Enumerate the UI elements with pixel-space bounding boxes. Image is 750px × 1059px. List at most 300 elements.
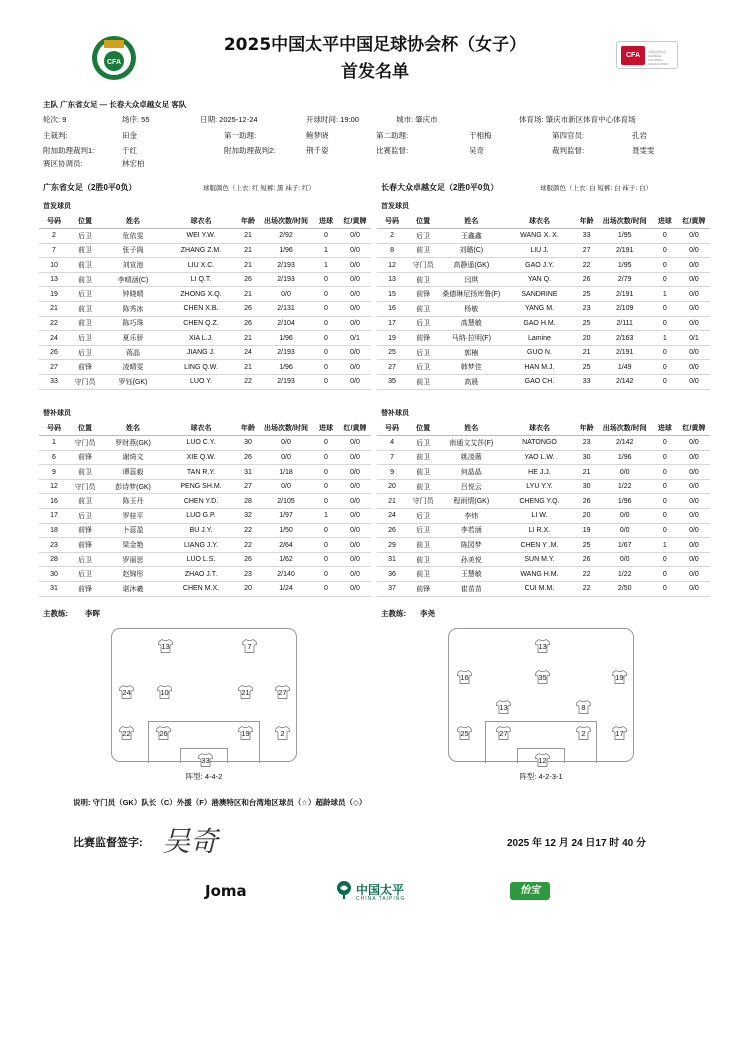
cell-shirt-name: CHEN Y.D.	[165, 494, 237, 509]
home-starter-row	[39, 360, 371, 375]
away-sub-row	[377, 450, 710, 465]
cell-name: 夏乐骄	[101, 331, 165, 346]
cell-shirt-name: ZHAO J.T.	[165, 567, 237, 582]
aar1-label: 附加助理裁判1:	[43, 146, 95, 155]
cell-appearances: 2/131	[259, 302, 313, 317]
home-sub-row	[39, 582, 371, 597]
cell-number: 10	[39, 258, 69, 273]
jersey-number: 8	[581, 703, 586, 712]
cell-age: 23	[576, 436, 598, 451]
cell-appearances: 1/24	[259, 582, 313, 597]
cell-goals: 1	[652, 287, 678, 302]
away-starter-row	[377, 243, 710, 258]
cell-goals: 0	[313, 316, 339, 331]
home-team-name: 广东省女足（2胜0平0负）	[43, 183, 137, 192]
cell-goals: 0	[652, 360, 678, 375]
cell-shirt-name: NATONGO	[503, 436, 575, 451]
home-coach-label: 主教练:	[43, 609, 68, 618]
cell-position: 守门员	[407, 494, 439, 509]
cell-name: 李炜	[439, 509, 503, 524]
cell-cards: 0/1	[678, 331, 710, 346]
cell-shirt-name: CHENG Y.Q.	[503, 494, 575, 509]
ref-assessor-label: 裁判监督:	[552, 146, 585, 155]
jersey-number: 19	[241, 729, 250, 738]
cell-name: 蒋晶	[101, 345, 165, 360]
cell-shirt-name: HAN M.J.	[503, 360, 575, 375]
away-sub-row	[377, 479, 710, 494]
cell-cards: 0/0	[678, 509, 710, 524]
cell-age: 21	[237, 258, 259, 273]
cell-number: 26	[377, 523, 407, 538]
signature-date: 2025 年 12 月 24 日17 时 40 分	[507, 838, 646, 849]
cell-position: 前卫	[407, 567, 439, 582]
cell-age: 27	[576, 243, 598, 258]
away-starters-table	[377, 214, 710, 390]
cell-position: 前卫	[407, 243, 439, 258]
cell-name: 梁金艳	[101, 538, 165, 553]
col-header-position: 位置	[69, 214, 101, 229]
joma-logo: Joma	[205, 882, 247, 900]
cell-number: 24	[377, 509, 407, 524]
ar2: 于相梅	[469, 131, 492, 140]
cell-name: 王慧敏	[439, 567, 503, 582]
cell-position: 前卫	[69, 316, 101, 331]
away-starter-row	[377, 258, 710, 273]
cell-goals: 0	[652, 552, 678, 567]
jersey-number: 10	[160, 688, 169, 697]
cell-goals: 0	[313, 494, 339, 509]
cell-appearances: 2/142	[598, 436, 652, 451]
col-header-cards: 红/黄牌	[678, 421, 710, 436]
jersey-icon	[198, 753, 213, 767]
cell-age: 22	[237, 538, 259, 553]
cell-name: 陈园梦	[439, 538, 503, 553]
cell-name: 王鑫鑫	[439, 229, 503, 244]
cell-number: 13	[39, 272, 69, 287]
cell-number: 7	[39, 243, 69, 258]
cell-goals: 0	[652, 567, 678, 582]
cell-shirt-name: LYU Y.Y.	[503, 479, 575, 494]
home-coach: 李晖	[85, 609, 100, 618]
cell-goals: 1	[652, 331, 678, 346]
cell-goals: 0	[652, 229, 678, 244]
away-starter-row	[377, 229, 710, 244]
jersey-number: 2	[581, 729, 586, 738]
cell-goals: 0	[652, 302, 678, 317]
cell-number: 6	[39, 450, 69, 465]
cell-name: 刘宣池	[101, 258, 165, 273]
cell-appearances: 2/191	[598, 345, 652, 360]
stadium: 体育场: 肇庆市新区体育中心体育场	[519, 115, 636, 124]
col-header-appearances: 出场次数/时间	[259, 214, 313, 229]
cell-name: 罗桂平	[101, 509, 165, 524]
cell-name: 陈秀冰	[101, 302, 165, 317]
cell-age: 22	[237, 523, 259, 538]
cell-number: 8	[377, 243, 407, 258]
col-header-age: 年龄	[576, 214, 598, 229]
jersey-number: 24	[122, 688, 131, 697]
cell-age: 25	[576, 316, 598, 331]
cell-shirt-name: LUO Y.	[165, 375, 237, 390]
cell-goals: 0	[652, 523, 678, 538]
cell-position: 后卫	[69, 552, 101, 567]
jersey-number: 19	[615, 673, 624, 682]
cell-appearances: 2/142	[598, 375, 652, 390]
cell-number: 17	[377, 316, 407, 331]
cell-goals: 0	[313, 302, 339, 317]
cell-shirt-name: LING Q.W.	[165, 360, 237, 375]
away-starter-row	[377, 331, 710, 346]
cell-number: 26	[39, 345, 69, 360]
coordinator: 林宏柏	[122, 159, 145, 168]
cell-goals: 0	[652, 375, 678, 390]
cell-goals: 0	[652, 258, 678, 273]
cell-number: 12	[39, 479, 69, 494]
cell-cards: 0/0	[339, 272, 371, 287]
cell-position: 前卫	[407, 538, 439, 553]
cell-cards: 0/0	[339, 302, 371, 317]
cell-age: 23	[576, 302, 598, 317]
cell-position: 前卫	[407, 552, 439, 567]
cell-appearances: 2/79	[598, 272, 652, 287]
cell-shirt-name: GAO J.Y.	[503, 258, 575, 273]
cell-cards: 0/0	[339, 243, 371, 258]
cell-appearances: 2/104	[259, 316, 313, 331]
cell-position: 后卫	[69, 567, 101, 582]
commissioner-label: 比赛监督:	[376, 146, 409, 155]
away-team-colors: 球服颜色（上衣: 白 短裤: 白 袜子: 白）	[540, 185, 652, 192]
cell-appearances: 1/95	[598, 229, 652, 244]
legend: 说明: 守门员（GK）队长（C）外援（F）港澳特区和台湾地区球员（☆）超龄球员（◇）	[73, 798, 367, 807]
cell-cards: 0/0	[339, 345, 371, 360]
home-starter-row	[39, 316, 371, 331]
cell-position: 前卫	[69, 258, 101, 273]
cell-shirt-name: LUO C.Y.	[165, 436, 237, 451]
cell-position: 后卫	[407, 523, 439, 538]
cell-name: 罗钰(GK)	[101, 375, 165, 390]
cell-age: 22	[237, 375, 259, 390]
away-sub-row	[377, 465, 710, 480]
col-header-position: 位置	[407, 214, 439, 229]
cell-age: 33	[576, 229, 598, 244]
cell-cards: 0/0	[678, 567, 710, 582]
cell-shirt-name: CHEN Y .M.	[503, 538, 575, 553]
jersey-icon	[156, 726, 171, 740]
commissioner: 吴奇	[469, 146, 484, 155]
cell-name: 南通文艾莎(F)	[439, 436, 503, 451]
jersey-number: 7	[247, 642, 252, 651]
col-header-age: 年龄	[576, 421, 598, 436]
col-header-name: 姓名	[101, 421, 165, 436]
away-sub-row	[377, 567, 710, 582]
away-starters-title: 首发球员	[381, 203, 409, 210]
cell-goals: 0	[313, 552, 339, 567]
cell-goals: 0	[313, 345, 339, 360]
cell-appearances: 2/191	[598, 287, 652, 302]
cell-age: 26	[576, 494, 598, 509]
cell-age: 26	[576, 272, 598, 287]
referee: 田金	[122, 131, 137, 140]
table-header-row	[39, 421, 371, 436]
away-team-name: 长春大众卓越女足（2胜0平0负）	[381, 183, 499, 192]
cell-position: 后卫	[407, 509, 439, 524]
cell-appearances: 1/95	[598, 258, 652, 273]
cell-number: 31	[377, 552, 407, 567]
away-starter-row	[377, 316, 710, 331]
home-sub-row	[39, 552, 371, 567]
cell-position: 前锋	[407, 331, 439, 346]
cell-name: 刘璐(C)	[439, 243, 503, 258]
cell-appearances: 0/0	[259, 479, 313, 494]
away-sub-row	[377, 494, 710, 509]
cell-appearances: 1/49	[598, 360, 652, 375]
china-taiping-en: CHINA TAIPING	[356, 896, 406, 902]
cell-position: 前卫	[69, 302, 101, 317]
cell-age: 21	[237, 229, 259, 244]
cell-number: 4	[377, 436, 407, 451]
cell-age: 21	[237, 287, 259, 302]
home-subs-title: 替补球员	[43, 410, 71, 417]
cell-shirt-name: LUO L.S.	[165, 552, 237, 567]
cfa-badge-logo	[616, 41, 678, 69]
cell-number: 19	[377, 331, 407, 346]
col-header-goals: 进球	[313, 214, 339, 229]
cell-name: 韩梦佳	[439, 360, 503, 375]
cell-shirt-name: GUO N.	[503, 345, 575, 360]
cell-name: 陈巧珠	[101, 316, 165, 331]
match-date: 日期: 2025-12-24	[200, 115, 258, 124]
cell-position: 守门员	[69, 479, 101, 494]
cell-appearances: 2/111	[598, 316, 652, 331]
cell-name: 姚凌薇	[439, 450, 503, 465]
cell-appearances: 2/109	[598, 302, 652, 317]
cell-number: 16	[39, 494, 69, 509]
cell-name: 郭楠	[439, 345, 503, 360]
cell-shirt-name: SANDRINE	[503, 287, 575, 302]
jersey-icon	[496, 700, 511, 714]
cell-cards: 0/0	[339, 360, 371, 375]
cell-cards: 0/0	[339, 552, 371, 567]
away-starter-row	[377, 302, 710, 317]
cell-goals: 0	[313, 567, 339, 582]
cell-goals: 0	[652, 243, 678, 258]
cell-position: 后卫	[407, 436, 439, 451]
cell-age: 20	[576, 509, 598, 524]
cell-cards: 0/0	[678, 582, 710, 597]
cell-name: 马纳·拉明(F)	[439, 331, 503, 346]
cell-number: 27	[377, 360, 407, 375]
cell-age: 26	[237, 272, 259, 287]
jersey-number: 13	[161, 642, 170, 651]
jersey-icon	[157, 685, 172, 699]
cell-age: 30	[576, 450, 598, 465]
cell-number: 12	[377, 258, 407, 273]
cell-cards: 0/0	[678, 302, 710, 317]
cell-age: 20	[237, 582, 259, 597]
ref-assessor: 聂雯雯	[632, 146, 655, 155]
cell-number: 21	[39, 302, 69, 317]
cell-position: 前锋	[69, 450, 101, 465]
cell-number: 30	[39, 567, 69, 582]
cell-cards: 0/0	[339, 450, 371, 465]
cell-number: 20	[377, 479, 407, 494]
signature-label: 比赛监督签字:	[73, 837, 143, 849]
cell-cards: 0/0	[678, 479, 710, 494]
cell-number: 31	[39, 582, 69, 597]
cell-position: 前卫	[69, 272, 101, 287]
cell-shirt-name: LIU J.	[503, 243, 575, 258]
jersey-icon	[119, 685, 134, 699]
ar1-label: 第一助理:	[224, 131, 257, 140]
cell-appearances: 1/96	[598, 450, 652, 465]
cell-position: 前卫	[69, 243, 101, 258]
cell-cards: 0/0	[339, 567, 371, 582]
col-header-cards: 红/黄牌	[678, 214, 710, 229]
cell-cards: 0/0	[339, 479, 371, 494]
cell-number: 9	[39, 465, 69, 480]
away-subs-table	[377, 421, 710, 597]
cell-number: 2	[377, 229, 407, 244]
cell-position: 前卫	[407, 272, 439, 287]
cell-name: 罗丽思	[101, 552, 165, 567]
jersey-icon	[576, 700, 591, 714]
cell-shirt-name: SUN M.Y.	[503, 552, 575, 567]
cell-number: 28	[39, 552, 69, 567]
col-header-name: 姓名	[101, 214, 165, 229]
cell-name: 桑德琳尼扬库鲁(F)	[439, 287, 503, 302]
cell-position: 前锋	[69, 582, 101, 597]
jersey-icon	[612, 726, 627, 740]
cell-goals: 0	[652, 316, 678, 331]
cell-age: 26	[237, 552, 259, 567]
cfa-badge-text: CFA	[621, 46, 645, 65]
cell-goals: 0	[652, 582, 678, 597]
cell-name: 高晨	[439, 375, 503, 390]
cell-position: 守门员	[407, 258, 439, 273]
col-header-shirt-name: 球衣名	[503, 421, 575, 436]
cell-appearances: 2/193	[259, 272, 313, 287]
cell-shirt-name: CUI M.M.	[503, 582, 575, 597]
jersey-icon	[119, 726, 134, 740]
cell-shirt-name: XIE Q.W.	[165, 450, 237, 465]
cell-cards: 0/0	[678, 345, 710, 360]
cell-age: 19	[576, 523, 598, 538]
jersey-number: 16	[460, 673, 469, 682]
cell-number: 2	[39, 229, 69, 244]
referee-label: 主裁判:	[43, 131, 68, 140]
cell-number: 22	[39, 316, 69, 331]
jersey-icon	[238, 726, 253, 740]
jersey-number: 22	[122, 729, 131, 738]
table-header-row	[377, 421, 710, 436]
cell-goals: 0	[313, 272, 339, 287]
cell-age: 28	[237, 494, 259, 509]
cell-name: 李若涵	[439, 523, 503, 538]
ar2-label: 第二助理:	[376, 131, 409, 140]
cell-position: 前卫	[69, 465, 101, 480]
cell-number: 15	[377, 287, 407, 302]
cell-age: 27	[237, 479, 259, 494]
cell-number: 1	[39, 436, 69, 451]
col-header-cards: 红/黄牌	[339, 214, 371, 229]
cell-shirt-name: XIA L.J.	[165, 331, 237, 346]
cell-cards: 0/0	[678, 243, 710, 258]
cell-shirt-name: Lamine	[503, 331, 575, 346]
cell-cards: 0/0	[339, 258, 371, 273]
cell-name: 罗财燕(GK)	[101, 436, 165, 451]
cell-number: 27	[39, 360, 69, 375]
kickoff: 开球时间: 19:00	[306, 115, 359, 124]
away-starter-row	[377, 360, 710, 375]
cell-position: 前卫	[407, 479, 439, 494]
cell-position: 后卫	[407, 345, 439, 360]
cell-shirt-name: WANG H.M.	[503, 567, 575, 582]
col-header-shirt-name: 球衣名	[165, 214, 237, 229]
cell-cards: 0/0	[339, 538, 371, 553]
cell-cards: 0/0	[339, 582, 371, 597]
cell-age: 21	[237, 243, 259, 258]
cell-age: 31	[237, 465, 259, 480]
cell-position: 前卫	[407, 465, 439, 480]
cell-goals: 0	[313, 360, 339, 375]
jersey-number: 33	[201, 756, 210, 765]
cell-age: 20	[576, 331, 598, 346]
away-sub-row	[377, 538, 710, 553]
cell-position: 后卫	[69, 331, 101, 346]
cell-cards: 0/0	[678, 258, 710, 273]
cell-position: 后卫	[69, 345, 101, 360]
away-starter-row	[377, 272, 710, 287]
cell-goals: 0	[313, 465, 339, 480]
cell-name: 吕悦云	[439, 479, 503, 494]
cell-appearances: 1/50	[259, 523, 313, 538]
cell-age: 30	[576, 479, 598, 494]
col-header-age: 年龄	[237, 214, 259, 229]
cell-goals: 0	[313, 479, 339, 494]
home-formation-pitch	[111, 628, 297, 765]
col-header-number: 号码	[377, 214, 407, 229]
cell-cards: 0/0	[339, 229, 371, 244]
home-starter-row	[39, 345, 371, 360]
away-starter-row	[377, 345, 710, 360]
teams-line: 主队 广东省女足 — 长春大众卓越女足 客队	[43, 100, 187, 109]
cell-shirt-name: WEI Y.W.	[165, 229, 237, 244]
cell-cards: 0/0	[678, 465, 710, 480]
logo-text: CFA	[107, 59, 121, 66]
home-sub-row	[39, 465, 371, 480]
cell-goals: 1	[313, 243, 339, 258]
cell-position: 后卫	[407, 316, 439, 331]
cell-cards: 0/0	[678, 229, 710, 244]
cell-shirt-name: HE J.J.	[503, 465, 575, 480]
cell-goals: 0	[652, 450, 678, 465]
jersey-number: 13	[499, 703, 508, 712]
cell-age: 33	[576, 375, 598, 390]
cell-appearances: 2/193	[259, 258, 313, 273]
page-subtitle: 首发名单	[341, 62, 409, 82]
cell-appearances: 2/193	[259, 375, 313, 390]
cell-shirt-name: WANG X. X.	[503, 229, 575, 244]
cell-name: 危依雯	[101, 229, 165, 244]
cell-goals: 0	[313, 331, 339, 346]
jersey-icon	[275, 685, 290, 699]
cell-shirt-name: GAO H.M.	[503, 316, 575, 331]
col-header-appearances: 出场次数/时间	[598, 421, 652, 436]
jersey-icon	[457, 726, 472, 740]
cell-appearances: 2/191	[598, 243, 652, 258]
away-formation-pitch	[448, 628, 634, 765]
jersey-number: 2	[280, 729, 285, 738]
